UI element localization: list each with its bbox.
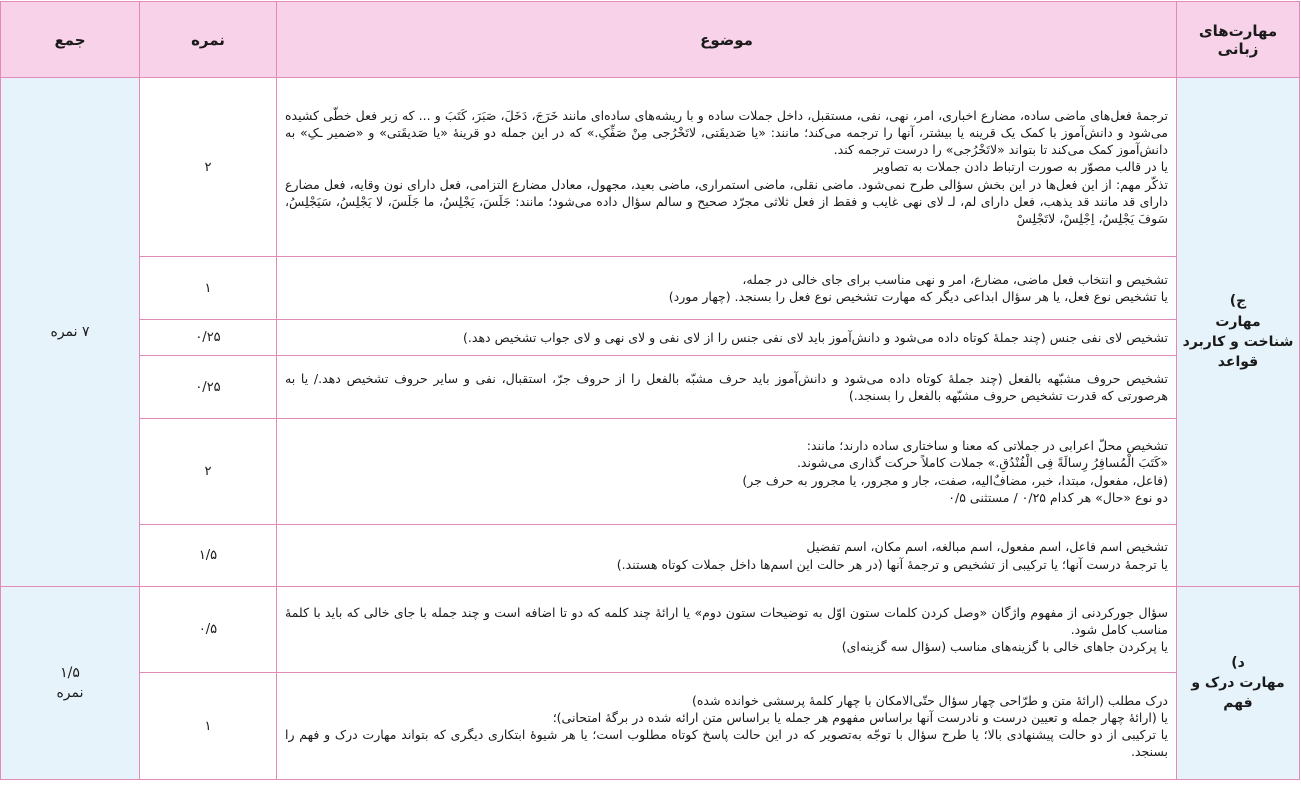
score-cell: ۰/۵ (140, 587, 277, 673)
topic-text: تشخیص حروف مشبّهه بالفعل (چند جملهٔ کوتاه داده می‌شود و دانش‌آموز باید حرف مشبّه بالفعل را از حروف جرّ، استقبال، نفی و سایر حروف تشخیص دهد./ یا به هرصورتی که قدرت تشخیص حروف مشبّهه بالفعل را بسنجد.) (285, 370, 1168, 403)
table-row (1, 419, 1300, 525)
topic-text: ترجمهٔ فعل‌های ماضی ساده، مضارع اخباری، امر، نهی، نفی، مستقبل، داخل جملات ساده و با ریشه‌های ساده‌ای مانند خَرَجَ، دَخَلَ، صَبَرَ، کَتَبَ و ... که زیر فعل خطّی کشیده می‌شود و دانش‌آموز با کمک یک قرینه یا بیشتر، آنها را ترجمه می‌کند؛ مانند: «یا صَدیقَتی، لاتَخْرُجی مِنْ صَفِّکِ.» که در این جمله دو قرینهٔ «یا صَدیقَتی» و «ضمیر ـکِ» به دانش‌آموز کمک می‌کند تا بتواند «لاتَخْرُجی» را درست ترجمه کند. (285, 107, 1168, 158)
score-cell: ۰/۲۵ (140, 320, 277, 356)
topic-cell (277, 587, 1177, 673)
topic-text: درک مطلب (ارائهٔ متن و طرّاحی چهار سؤال حتّی‌الامکان با چهار کلمهٔ پرسشی خوانده شده) (692, 692, 1168, 708)
header-topic: موضوع (277, 2, 1177, 78)
topic-text: سؤال جورکردنی از مفهوم واژگان «وصل کردن کلمات ستون اوّل به توضیحات ستون دوم» یا ارائهٔ چند کلمه که دو تا اضافه است و چند جمله با جای خالی که باید با کلمهٔ مناسب کامل شود. (285, 604, 1168, 637)
topic-text: یا ترکیبی از دو حالت پیشنهادی بالا؛ یا طرح سؤال با توجّه به‌تصویر که در این حالت پاسخ کوتاه مطلوب است؛ یا هر شیوهٔ ابتکاری دیگری که بتواند مهارت درک و فهم را بسنجد. (285, 727, 1168, 760)
skill-cell-grammar (1177, 78, 1300, 587)
table-row (1, 587, 1300, 673)
table-row (1, 525, 1300, 587)
table-row (1, 356, 1300, 419)
total-cell: ۷ نمره (1, 78, 140, 587)
skill-label: مهارت (1215, 313, 1261, 330)
score-cell: ۱ (140, 257, 277, 320)
score-cell: ۰/۲۵ (140, 356, 277, 419)
total-value: ۱/۵ (60, 664, 80, 681)
topic-cell (277, 525, 1177, 587)
topic-text: یا (ارائهٔ چهار جمله و تعیین درست و نادرست آنها براساس مفهوم هر جمله یا براساس متن ارائه شده در برگهٔ امتحانی)؛ (552, 709, 1168, 725)
topic-text: یا در قالب مصوّر به صورت ارتباط دادن جملات به تصاویر (873, 159, 1168, 175)
topic-cell (277, 419, 1177, 525)
total-unit: نمره (56, 685, 84, 701)
topic-cell (277, 673, 1177, 780)
score-cell: ۱/۵ (140, 525, 277, 587)
skill-label: د) (1231, 654, 1245, 671)
header-score: نمره (140, 2, 277, 78)
score-cell: ۲ (140, 78, 277, 257)
topic-text: دو نوع «حال» هر کدام ۰/۲۵ / مستثنی ۰/۵ (948, 489, 1168, 505)
total-cell (1, 587, 140, 780)
header-skill: مهارت‌های زبانی (1177, 2, 1300, 78)
table-header-row (1, 2, 1300, 78)
skill-label: ج) (1229, 293, 1247, 310)
topic-text: تشخیص محلّ اعرابی در جملاتی که معنا و ساختاری ساده دارند؛ مانند: (806, 438, 1168, 453)
topic-text: تذکّر مهم: از این فعل‌ها در این بخش سؤالی طرح نمی‌شود. ماضی نقلی، ماضی استمراری، ماضی بعید، مجهول، معادل مضارع التزامی، فعل دارای نون وقایه، فعل مضارع دارای قد مانند قد یذهب، فعل دارای لم، لـ لای نهی غایب و فقط از فعل ثلاثی مجرّد صحیح و سالم سؤال داده می‌شود؛ مانند: جَلَسَ، یَجْلِسُ، ما جَلَسَ، لا یَجْلِسُ، سَیَجْلِسُ، سَوفَ یَجْلِسُ، اِجْلِسْ، لاتَجْلِسْ (285, 176, 1168, 227)
table-row (1, 673, 1300, 780)
topic-text: یا تشخیص نوع فعل، یا هر سؤال ابداعی دیگر که مهارت تشخیص نوع فعل را بسنجد. (چهار مورد) (668, 289, 1168, 304)
topic-cell (277, 356, 1177, 419)
header-total: جمع (1, 2, 140, 78)
topic-text: تشخیص لای نفی جنس (چند جملهٔ کوتاه داده می‌شود و دانش‌آموز باید لای نفی جنس را از لای نفی و لای نهی و لای جواب تشخیص دهد.) (463, 329, 1168, 345)
skill-label: قواعد (1217, 354, 1259, 371)
topic-text: تشخیص و انتخاب فعل ماضی، مضارع، امر و نهی مناسب برای جای خالی در جمله، (742, 271, 1168, 287)
topic-text: «کَتَبَ الْمُسافِرُ رِسالَةً فِی الْفُنْدُقِ.» جملات کاملاً حرکت گذاری می‌شوند. (796, 455, 1168, 471)
topic-text: یا پرکردن جاهای خالی با گزینه‌های مناسب (سؤال سه گزینه‌ای) (841, 639, 1168, 655)
topic-cell (277, 320, 1177, 356)
score-cell: ۱ (140, 673, 277, 780)
topic-cell (277, 257, 1177, 320)
table-row (1, 320, 1300, 356)
topic-cell (277, 78, 1177, 257)
topic-text: یا ترجمهٔ درست آنها؛ یا ترکیبی از تشخیص و ترجمهٔ آنها (در هر حالت این اسم‌ها داخل جملات کوتاه هستند.) (616, 556, 1168, 572)
skill-cell-comprehension (1177, 587, 1300, 780)
score-cell: ۲ (140, 419, 277, 525)
skills-table (0, 1, 1300, 780)
topic-text: (فاعل، مفعول، مبتدا، خبر، مضافٌ‌الیه، صفت، جار و مجرور، یا مجرور به حرف جر) (742, 472, 1168, 488)
skill-label: شناخت و کاربرد (1182, 334, 1294, 350)
topic-text: تشخیص اسم فاعل، اسم مفعول، اسم مبالغه، اسم مکان، اسم تفضیل (806, 539, 1168, 555)
skill-label: مهارت درک و (1191, 674, 1285, 691)
skill-label: فهم (1223, 695, 1253, 712)
table-row (1, 78, 1300, 257)
table-row (1, 257, 1300, 320)
